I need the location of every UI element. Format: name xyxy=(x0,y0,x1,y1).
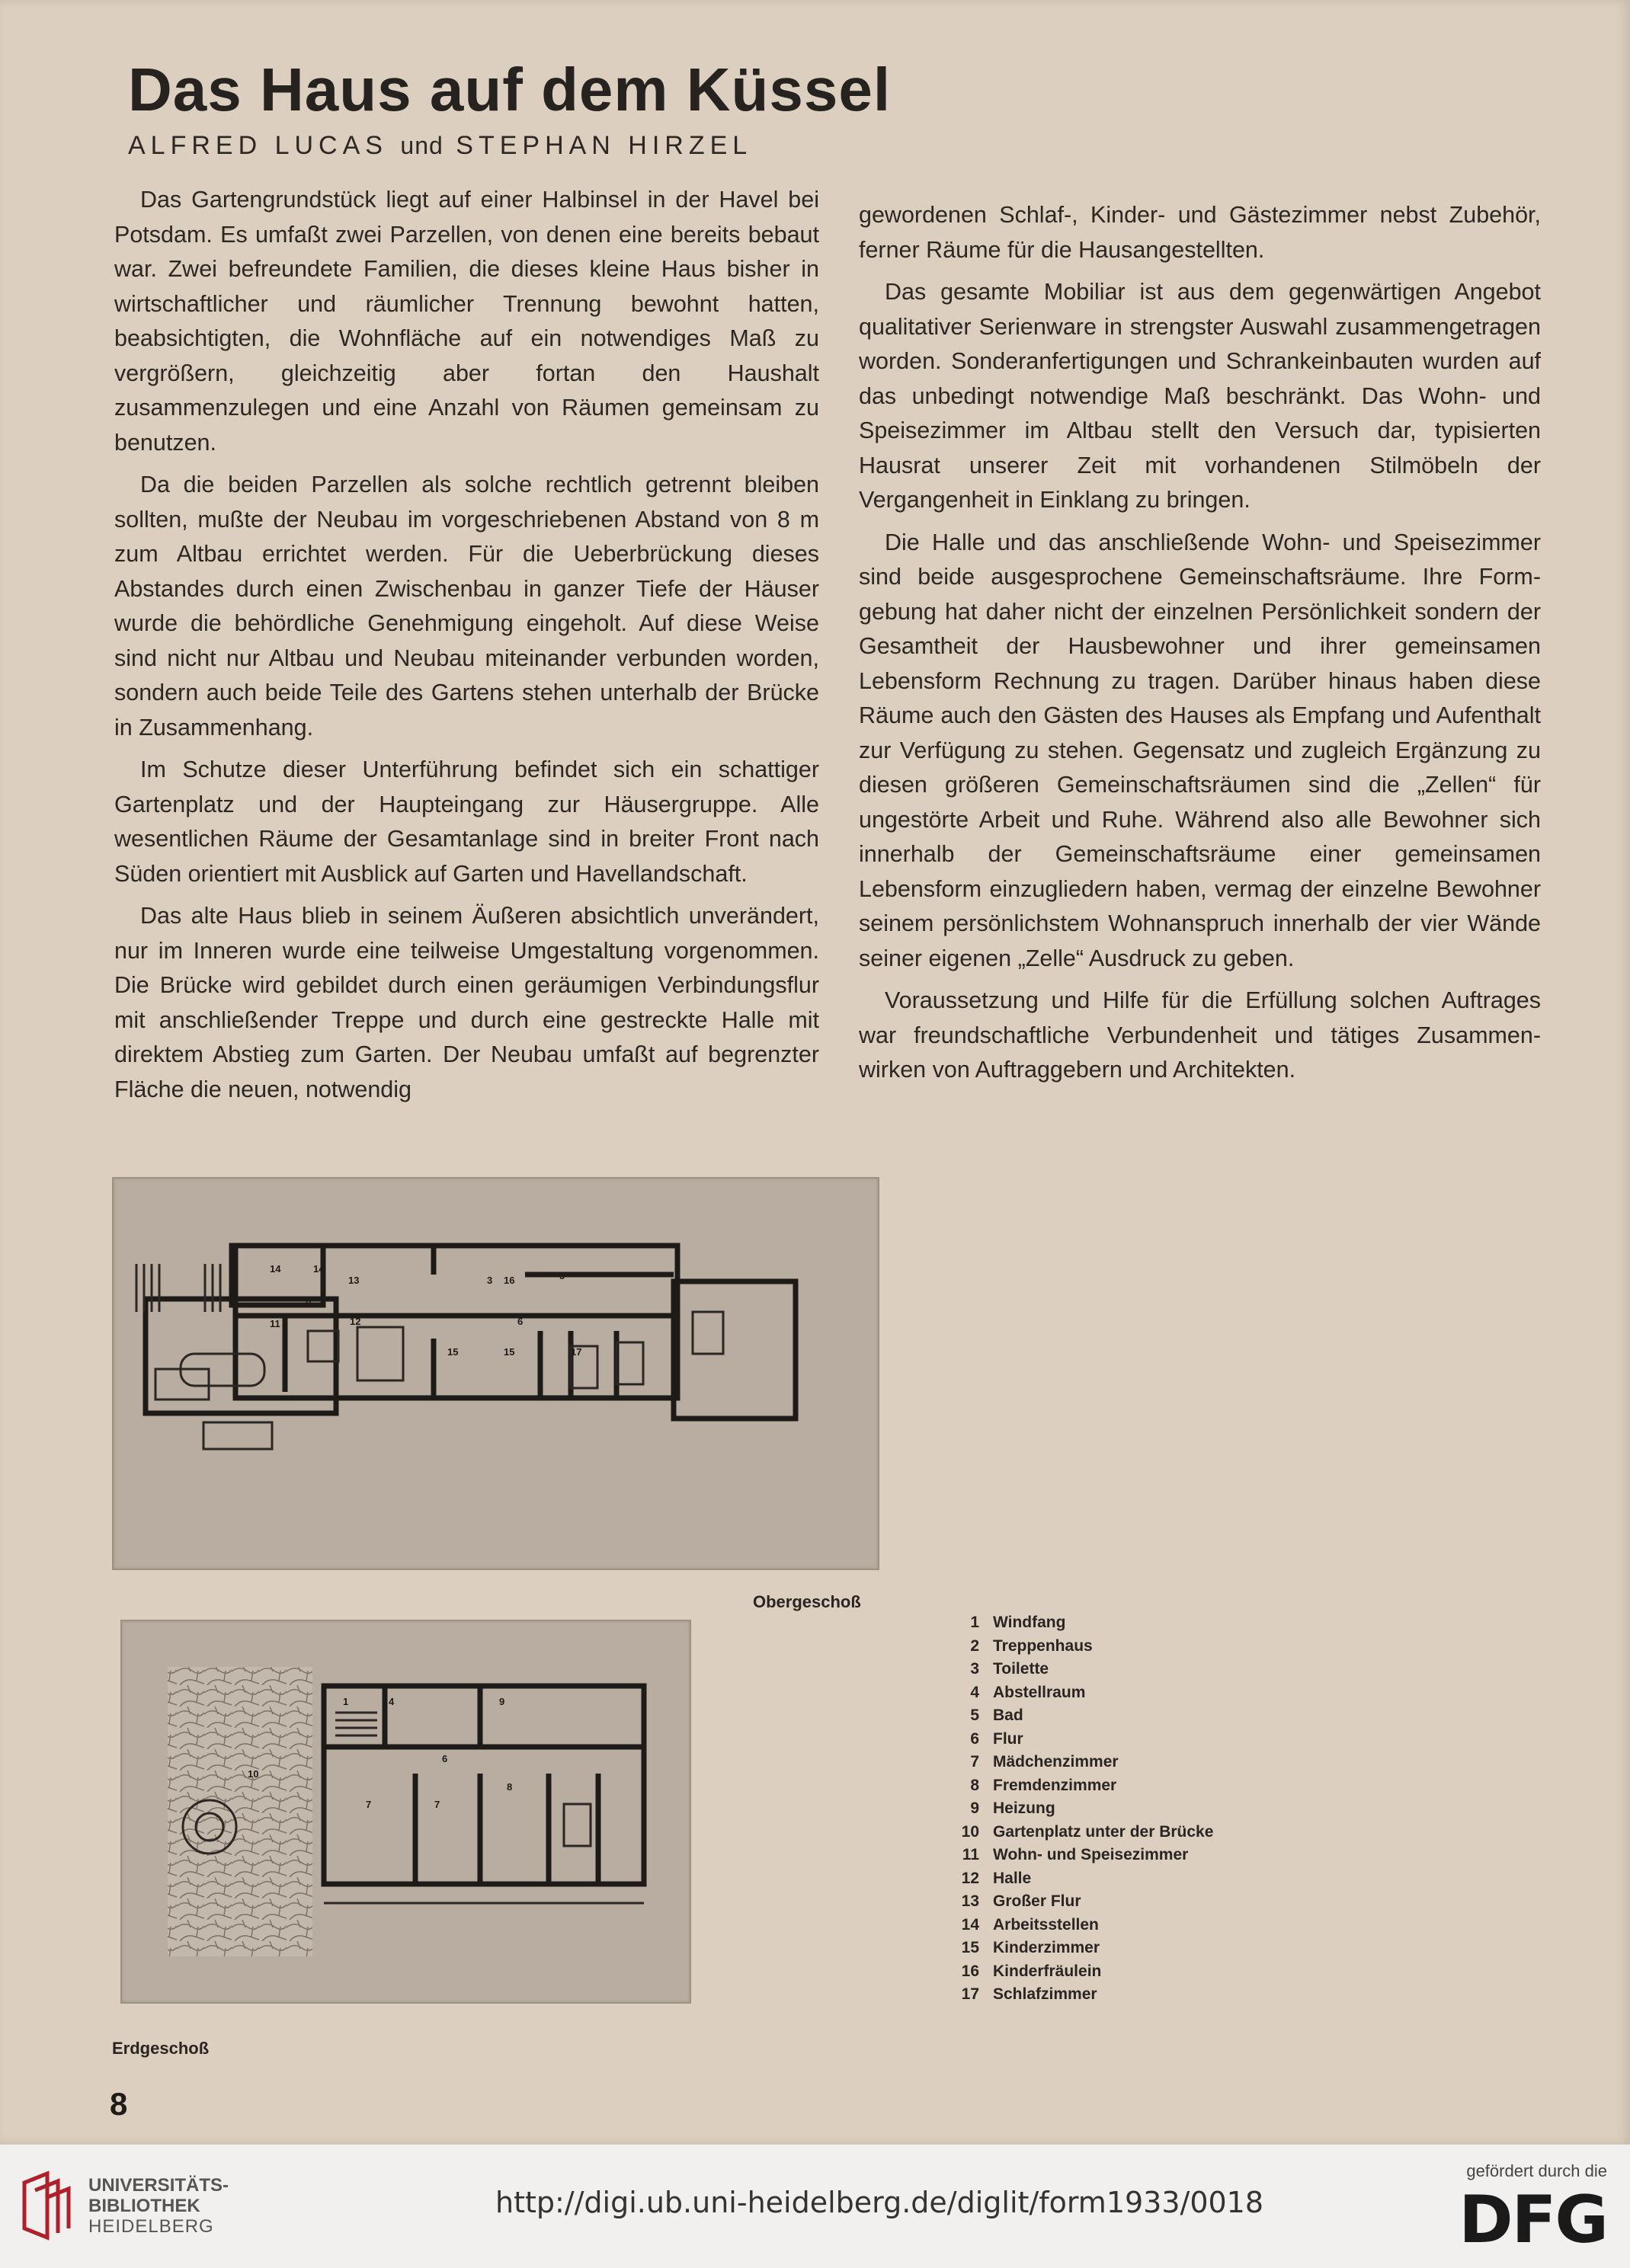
source-url-link[interactable]: http://digi.ub.uni-heidelberg.de/diglit/form1933/0018 xyxy=(495,2186,1264,2219)
legend-item: 17 Schlafzimmer xyxy=(961,1985,1097,2003)
paragraph: Voraussetzung und Hilfe für die Erfüllung solchen Auftrages war freundschaftliche Verbundenheit und tätiges Zusammenwirken von Auftraggebern und Architekten. xyxy=(859,987,1541,1083)
legend-item: 11 Wohn- und Speisezimmer xyxy=(962,1846,1189,1863)
legend-item: 8 Fremdenzimmer xyxy=(970,1776,1117,1794)
upper-room-label: 14 xyxy=(313,1263,325,1275)
lower-room-label: 7 xyxy=(366,1799,372,1810)
page-number: 8 xyxy=(110,2086,128,2122)
room-legend xyxy=(945,1611,1213,2007)
upper-floor-caption: Obergeschoß xyxy=(753,1592,861,1611)
legend-item: 10 Gartenplatz unter der Brücke xyxy=(961,1822,1214,1841)
text-column-right xyxy=(859,198,1541,1096)
legend-item: 4 Abstellraum xyxy=(970,1683,1086,1701)
upper-room-label: 3 xyxy=(487,1275,493,1286)
paragraph: gewordenen Schlaf-, Kinder- und Gästezimmer nebst Zubehör, ferner Räume für die Hausangestellten. xyxy=(859,202,1541,263)
paragraph: Das alte Haus blieb in seinem Äußeren absichtlich unverändert, nur im Inneren wurde eine teilweise Umgestaltung vorgenommen. Die Brücke wird gebildet durch einen geräumigen Verbindungsflur mit anschließender Treppe und durch eine gestreckte Halle mit direktem Abstieg zum Garten. Der Neubau umfaßt auf begrenzter Fläche die neuen, notwendig xyxy=(114,903,819,1102)
paragraph: Die Halle und das anschließende Wohn- und Speisezimmer sind beide ausgesprochene Gemeinschaftsräume. Ihre Formgebung hat daher nicht der einzelnen Persönlichkeit sondern der Gesamtheit der Hausbewohner und ihrer gemeinsamen Lebensform Rechnung zu tragen. Darüber hinaus haben diese Räume auch den Gästen des Hauses als Empfang und Aufenthalt zur Verfügung zu stehen. Gegensatz und zugleich Ergänzung zu diesen größeren Gemeinschaftsräumen sind die „Zellen“ für ungestörte Arbeit und Ruhe. Während also alle Bewohner sich innerhalb der Gemeinschaftsräume einer gemeinsamen Lebensform einzugliedern haben, vermag der einzelne Bewohner seinem persönlichstem Wohnanspruch innerhalb der vier Wände seiner eigenen „Zelle“ Ausdruck zu geben. xyxy=(859,529,1541,971)
floor-plan-upper xyxy=(112,1177,879,1570)
author-2: STEPHAN HIRZEL xyxy=(456,131,753,160)
paragraph: Das gesamte Mobiliar ist aus dem gegenwärtigen Angebot qualitativer Serienware in strengster Auswahl zusammengetragen worden. Sonderanfertigungen und Schrankeinbauten wurden auf das unbedingt notwendige Maß beschränkt. Das Wohn- und Speisezimmer im Altbau stellt den Versuch dar, typisierten Hausrat unserer Zeit mit vorhandenen Stilmöbeln der Vergangenheit in Einklang zu bringen. xyxy=(859,279,1541,513)
upper-room-label: 13 xyxy=(348,1275,360,1286)
lower-room-label: 6 xyxy=(442,1753,448,1764)
upper-room-label: 6 xyxy=(306,1295,312,1307)
upper-room-label: 15 xyxy=(447,1346,459,1358)
legend-item: 16 Kinderfräulein xyxy=(961,1962,1102,1980)
upper-room-label: 6 xyxy=(517,1316,524,1327)
upper-room-label: 17 xyxy=(571,1346,582,1358)
lower-room-label: 10 xyxy=(248,1768,259,1780)
floor-plan-lower-drawing xyxy=(122,1621,690,2002)
upper-room-label: 11 xyxy=(270,1318,280,1329)
upper-room-label: 16 xyxy=(504,1275,515,1286)
article-title: Das Haus auf dem Küssel xyxy=(128,56,892,123)
dfg-logo: DFG xyxy=(1459,2182,1607,2258)
legend-item: 13 Großer Flur xyxy=(961,1892,1081,1910)
paragraph: Im Schutze dieser Unterführung befindet sich ein schattiger Gartenplatz und der Haupteingang zur Häusergruppe. Alle wesentlichen Räume der Gesamtanlage sind in breiter Front nach Süden orientiert mit Ausblick auf Garten und Havellandschaft. xyxy=(114,757,819,887)
author-1: ALFRED LUCAS xyxy=(128,131,388,160)
legend-item: 3 Toilette xyxy=(970,1660,1049,1678)
funded-by-label: gefördert durch die xyxy=(1466,2161,1607,2180)
legend-item: 14 Arbeitsstellen xyxy=(961,1915,1099,1934)
lower-room-label: 8 xyxy=(507,1781,513,1793)
lower-room-label: 7 xyxy=(434,1799,440,1810)
text-column-left xyxy=(114,183,819,1115)
paragraph: Da die beiden Parzellen als solche rechtlich getrennt bleiben sollten, mußte der Neubau im vorgeschriebenen Abstand von 8 m zum Altbau errichtet werden. Für die Ueberbrückung dieses Abstandes durch einen Zwischenbau in ganzer Tiefe der Häuser wurde die behördliche Genehmigung eingeholt. Auf diese Weise sind nicht nur Altbau und Neubau miteinander verbunden worden, sondern auch beide Teile des Gartens stehen unterhalb der Brücke in Zusammenhang. xyxy=(114,472,819,741)
digitization-footer xyxy=(0,2145,1630,2268)
legend-item: 15 Kinderzimmer xyxy=(961,1939,1100,1956)
lower-room-label: 4 xyxy=(389,1696,395,1707)
university-library-logo-icon xyxy=(17,2167,76,2244)
lower-room-label: 1 xyxy=(343,1696,349,1707)
upper-room-label: 14 xyxy=(270,1263,281,1275)
legend-item: 7 Mädchenzimmer xyxy=(970,1753,1119,1771)
upper-room-label: 5 xyxy=(559,1270,565,1281)
legend-item: 12 Halle xyxy=(961,1869,1032,1887)
upper-room-label: 12 xyxy=(350,1316,361,1327)
article-authors xyxy=(128,131,752,161)
legend-item: 2 Treppenhaus xyxy=(970,1636,1093,1655)
author-join: und xyxy=(400,132,444,159)
legend-item: 5 Bad xyxy=(970,1707,1023,1724)
ground-floor-caption: Erdgeschoß xyxy=(112,2039,210,2058)
upper-room-label: 15 xyxy=(504,1346,515,1358)
legend-item: 9 Heizung xyxy=(970,1799,1055,1817)
paragraph: Das Gartengrundstück liegt auf einer Halbinsel in der Havel bei Potsdam. Es umfaßt zwei Parzellen, von denen eine bereits bebaut war. Zwei befreundete Familien, die dieses kleine Haus bisher in wirtschaftlicher und räumlicher Trennung bewohnt hatten, beabsichtigten, die Wohnfläche auf ein notwendiges Maß zu vergrößern, gleichzeitig aber fortan den Haushalt zusammenzulegen und eine Anzahl von Räumen gemeinsam zu benutzen. xyxy=(114,187,819,456)
library-name: UNIVERSITÄTS- BIBLIOTHEK HEIDELBERG xyxy=(88,2175,229,2237)
floor-plan-upper-drawing xyxy=(114,1179,878,1569)
floor-plan-lower xyxy=(120,1620,691,2004)
legend-item: 6 Flur xyxy=(970,1729,1023,1748)
lower-room-label: 9 xyxy=(499,1696,505,1707)
legend-item: 1 Windfang xyxy=(970,1614,1066,1631)
